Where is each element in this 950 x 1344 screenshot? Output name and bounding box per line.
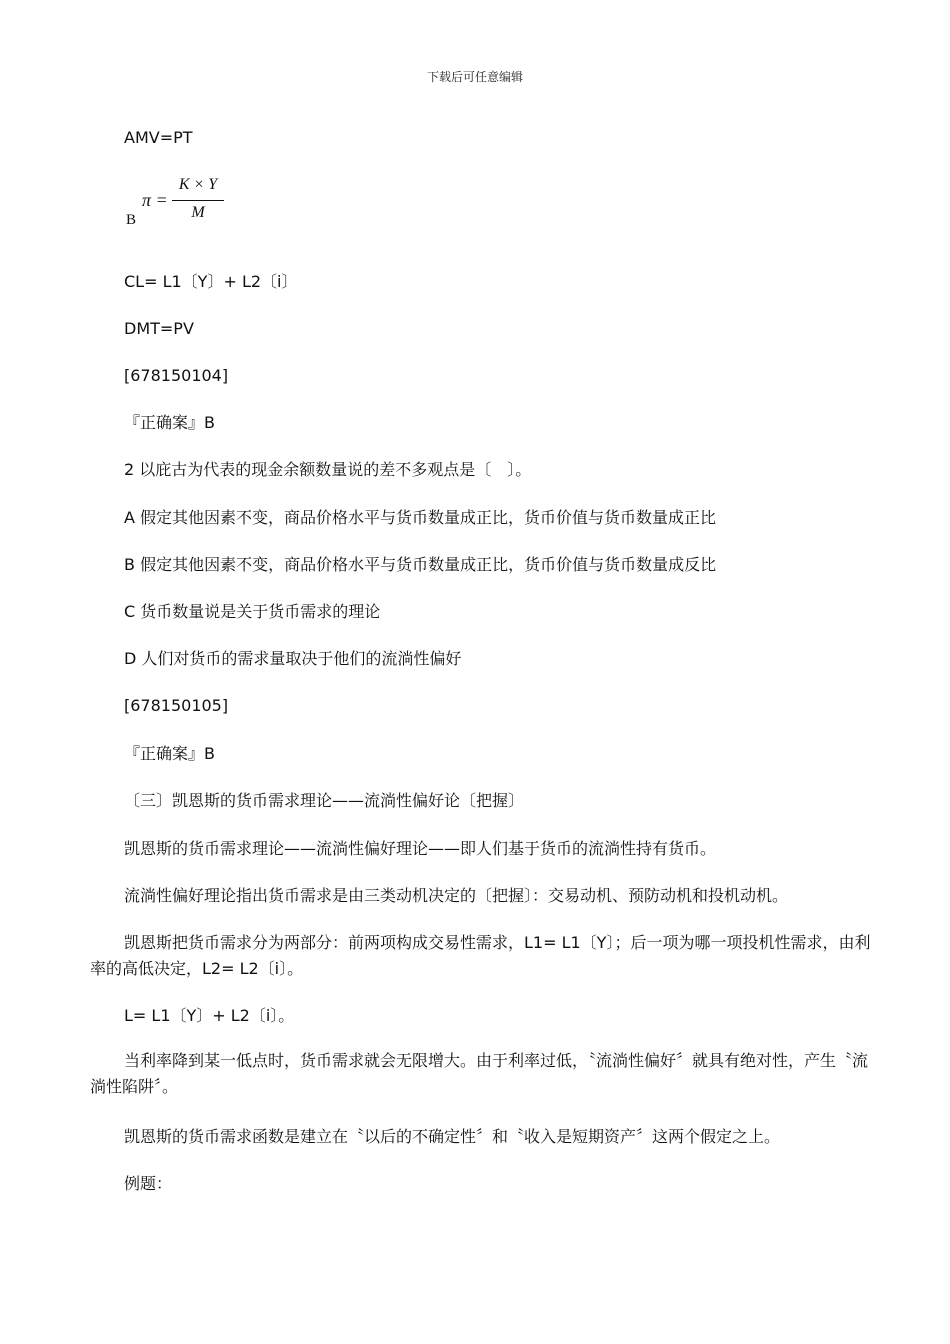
option-c-formula: CL= L1〔Y〕+ L2〔i〕 bbox=[124, 272, 298, 291]
question-id: [678150105] bbox=[124, 696, 229, 715]
question-2-option-c: C 货币数量说是关于货币需求的理论 bbox=[124, 602, 381, 621]
correct-answer: 『正确案』B bbox=[124, 413, 215, 432]
correct-answer: 『正确案』B bbox=[124, 744, 215, 763]
option-letter: B bbox=[126, 212, 137, 228]
question-2-option-d: D 人们对货币的需求量取决于他们的流淌性偏好 bbox=[124, 649, 462, 668]
paragraph: 凯恩斯把货币需求分为两部分：前两项构成交易性需求，L1= L1〔Y〕；后一项为哪一项投机性需求，由利率的高低决定，L2= L2〔i〕。 bbox=[90, 933, 871, 978]
formula-numerator: K × Y bbox=[178, 176, 218, 193]
fraction-bar bbox=[172, 200, 224, 201]
formula-line: L= L1〔Y〕+ L2〔i〕。 bbox=[124, 1006, 295, 1025]
paragraph: 凯恩斯的货币需求理论——流淌性偏好理论——即人们基于货币的流淌性持有货币。 bbox=[124, 839, 717, 858]
option-b-formula bbox=[124, 174, 234, 234]
formula-denominator: M bbox=[191, 204, 205, 221]
question-2-option-a: A 假定其他因素不变，商品价格水平与货币数量成正比，货币价值与货币数量成正比 bbox=[124, 508, 717, 527]
paragraph: 当利率降到某一低点时，货币需求就会无限增大。由于利率过低，〝流淌性偏好〞就具有绝对性，产生〝流淌性陷阱〞。 bbox=[90, 1051, 869, 1096]
question-2: 2 以庇古为代表的现金余额数量说的差不多观点是〔 〕。 bbox=[124, 460, 532, 479]
question-2-option-b: B 假定其他因素不变，商品价格水平与货币数量成正比，货币价值与货币数量成反比 bbox=[124, 555, 717, 574]
option-a-formula: AMV=PT bbox=[124, 128, 193, 147]
section-heading: 〔三〕凯恩斯的货币需求理论——流淌性偏好论〔把握〕 bbox=[124, 791, 525, 810]
question-id: [678150104] bbox=[124, 366, 229, 385]
paragraph: 凯恩斯的货币需求函数是建立在〝以后的不确定性〞和〝收入是短期资产〞这两个假定之上。 bbox=[124, 1127, 781, 1146]
example-label: 例题： bbox=[124, 1174, 173, 1193]
option-d-formula: DMT=PV bbox=[124, 319, 194, 338]
paragraph: 流淌性偏好理论指出货币需求是由三类动机决定的〔把握〕：交易动机、预防动机和投机动机。 bbox=[124, 886, 789, 905]
page-header: 下载后可任意编辑 bbox=[426, 70, 523, 84]
formula-lhs: π = bbox=[142, 190, 168, 210]
